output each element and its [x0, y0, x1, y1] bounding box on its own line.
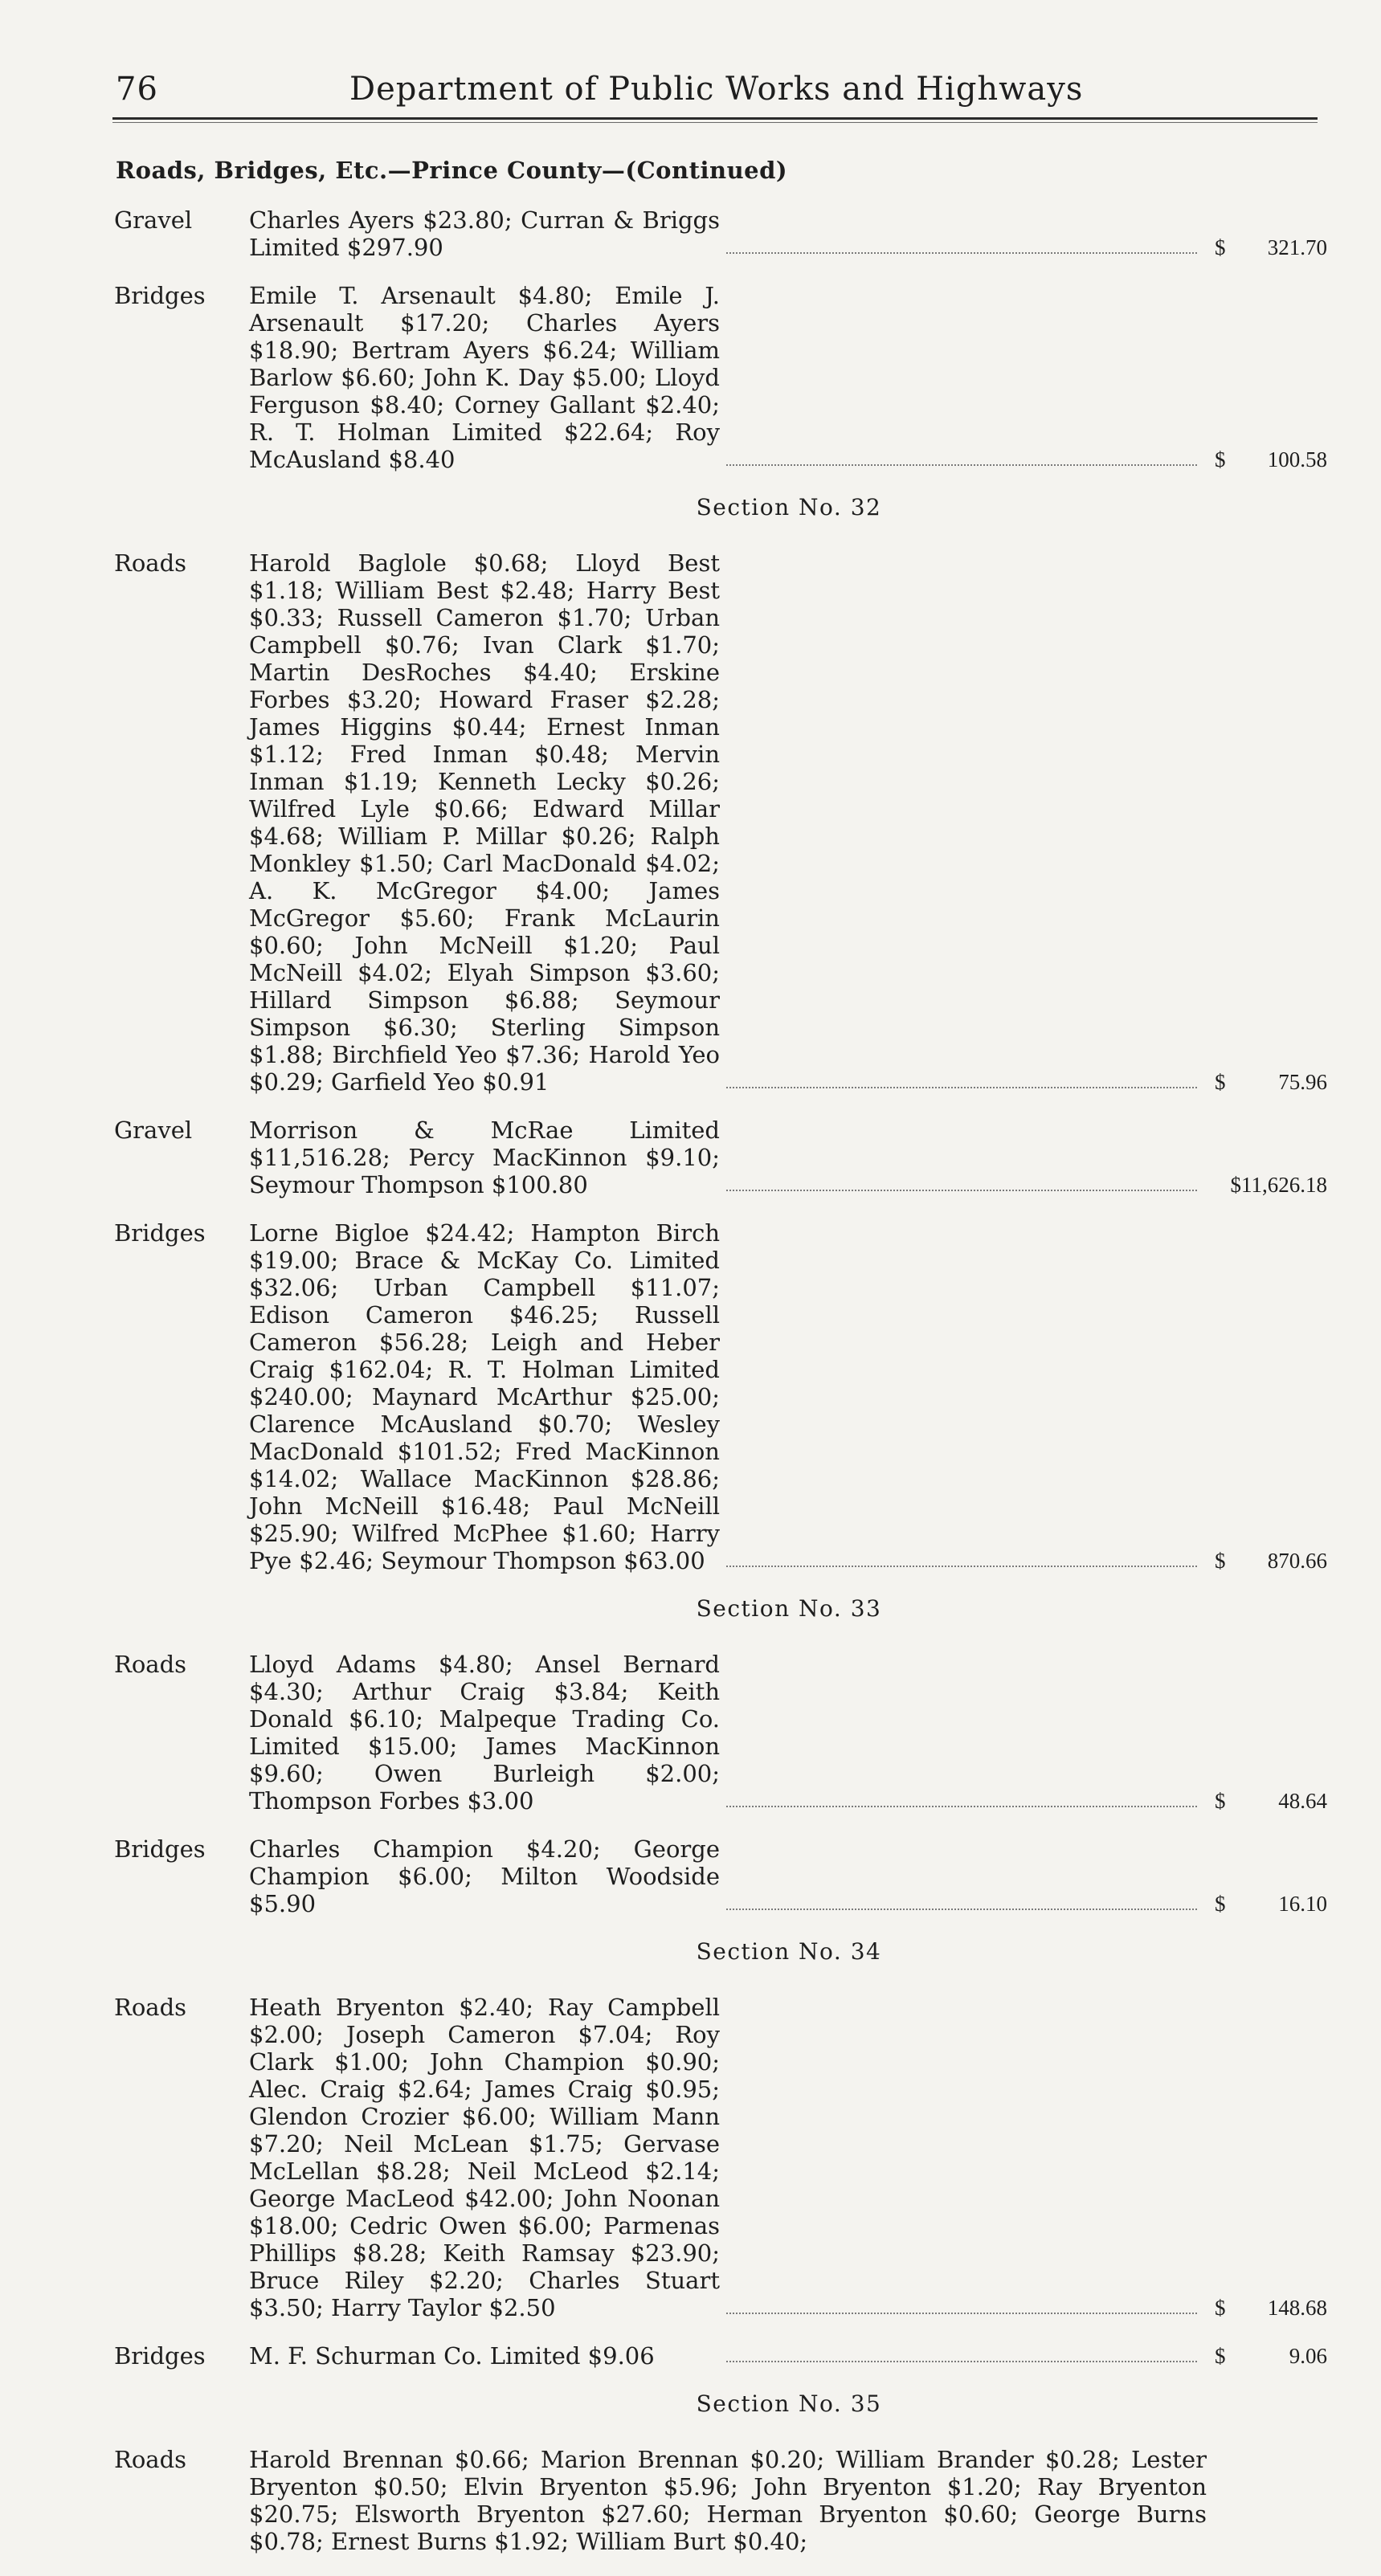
total-amount: 75.96 — [1278, 1070, 1327, 1094]
entry-text: Charles Ayers $23.80; Curran & Briggs Limited $297.90 — [249, 206, 720, 261]
expenditure-list — [114, 206, 1327, 2555]
section-heading: Section No. 35 — [696, 2390, 882, 2417]
entry-text: Harold Brennan $0.66; Marion Brennan $0.20; William Brander $0.28; Lester Bryenton $0.50; Elvin Bryenton $5.96; John Bryenton $1.20; Ray Bryenton $20.75; Elsworth Bryenton $27.60; Herman Bryenton $0.60; George Burns $0.78; Ernest Burns $1.92; William Burt $0.40; — [249, 2446, 1207, 2555]
entry-text: M. F. Schurman Co. Limited $9.06 — [249, 2342, 655, 2370]
entry-category: Roads — [114, 1651, 187, 1678]
entry-body — [249, 1117, 1327, 1198]
entry-body — [249, 2446, 1327, 2555]
expenditure-entry — [114, 1651, 1327, 1815]
entry-text: Lloyd Adams $4.80; Ansel Bernard $4.30; Arthur Craig $3.84; Keith Donald $6.10; Malpeque Trading Co. Limited $15.00; James MacKinnon $9.60; Owen Burleigh $2.00; Thompson Forbes $3.00 — [249, 1651, 720, 1815]
expenditure-entry — [114, 549, 1327, 1096]
expenditure-entry — [114, 1835, 1327, 1917]
dot-leader — [726, 1806, 1197, 1807]
expenditure-entry — [114, 2446, 1327, 2555]
entry-total — [1207, 1171, 1327, 1198]
entry-total — [1207, 1068, 1327, 1096]
dollar-sign: $ — [1215, 2344, 1226, 2368]
total-amount: 9.06 — [1289, 2344, 1327, 2368]
section-heading: Section No. 32 — [696, 494, 882, 521]
dollar-sign: $ — [1215, 1070, 1226, 1094]
expenditure-entry — [114, 206, 1327, 261]
total-amount: 321.70 — [1267, 235, 1327, 259]
entry-body — [249, 2342, 1327, 2370]
dollar-sign: $ — [1215, 1789, 1226, 1813]
dot-leader — [726, 2361, 1197, 2362]
entry-body — [249, 549, 1327, 1096]
entry-category: Roads — [114, 2446, 187, 2473]
entry-total — [1207, 1890, 1327, 1917]
page-content — [114, 157, 1327, 2576]
expenditure-entry — [114, 282, 1327, 473]
header-rule-thin — [112, 122, 1318, 123]
dollar-sign: $ — [1215, 447, 1226, 472]
total-amount: 100.58 — [1267, 447, 1327, 472]
entry-body — [249, 1651, 1327, 1815]
dot-leader — [726, 1909, 1197, 1910]
page-header — [112, 66, 1318, 130]
entry-text: Morrison & McRae Limited $11,516.28; Percy MacKinnon $9.10; Seymour Thompson $100.80 — [249, 1117, 720, 1198]
entry-text: Charles Champion $4.20; George Champion $6.00; Milton Woodside $5.90 — [249, 1835, 720, 1917]
entry-category: Bridges — [114, 282, 206, 309]
dot-leader — [726, 1190, 1197, 1191]
expenditure-entry — [114, 1994, 1327, 2321]
dollar-sign: $ — [1215, 1549, 1226, 1573]
entry-total — [1207, 446, 1327, 473]
entry-total — [1207, 2294, 1327, 2321]
entry-total — [1207, 1787, 1327, 1815]
entry-text: Heath Bryenton $2.40; Ray Campbell $2.00; Joseph Cameron $7.04; Roy Clark $1.00; John Champion $0.90; Alec. Craig $2.64; James Craig $0.95; Glendon Crozier $6.00; William Mann $7.20; Neil McLean $1.75; Gervase McLellan $8.28; Neil McLeod $2.14; George MacLeod $42.00; John Noonan $18.00; Cedric Owen $6.00; Parmenas Phillips $8.28; Keith Ramsay $23.90; Bruce Riley $2.20; Charles Stuart $3.50; Harry Taylor $2.50 — [249, 1994, 720, 2321]
section-heading: Section No. 33 — [696, 1595, 882, 1622]
entry-body — [249, 282, 1327, 473]
running-title: Department of Public Works and Highways — [349, 71, 1084, 108]
total-amount: 870.66 — [1267, 1549, 1327, 1573]
entry-category: Bridges — [114, 2342, 206, 2370]
total-amount: 48.64 — [1278, 1789, 1327, 1813]
header-rule — [112, 117, 1318, 120]
entry-total — [1207, 234, 1327, 261]
total-amount: 148.68 — [1267, 2296, 1327, 2320]
entry-total — [1207, 2342, 1327, 2370]
dollar-sign: $ — [1215, 1892, 1226, 1916]
total-amount: 16.10 — [1278, 1892, 1327, 1916]
section-subtitle: Roads, Bridges, Etc.—Prince County—(Continued) — [116, 157, 788, 184]
entry-category: Gravel — [114, 1117, 193, 1144]
entry-category: Roads — [114, 1994, 187, 2021]
dot-leader — [726, 1087, 1197, 1088]
page-number: 76 — [116, 71, 158, 108]
entry-body — [249, 206, 1327, 261]
total-amount: $11,626.18 — [1230, 1173, 1327, 1197]
entry-total — [1207, 1547, 1327, 1574]
dollar-sign: $ — [1215, 235, 1226, 259]
entry-body — [249, 1835, 1327, 1917]
entry-category: Gravel — [114, 206, 193, 234]
entry-category: Bridges — [114, 1835, 206, 1863]
entry-text: Emile T. Arsenault $4.80; Emile J. Arsenault $17.20; Charles Ayers $18.90; Bertram Ayers $6.24; William Barlow $6.60; John K. Day $5.00; Lloyd Ferguson $8.40; Corney Gallant $2.40; R. T. Holman Limited $22.64; Roy McAusland $8.40 — [249, 282, 720, 473]
expenditure-entry — [114, 1117, 1327, 1198]
dollar-sign: $ — [1215, 2296, 1226, 2320]
entry-category: Roads — [114, 549, 187, 577]
entry-text: Harold Baglole $0.68; Lloyd Best $1.18; William Best $2.48; Harry Best $0.33; Russell Cameron $1.70; Urban Campbell $0.76; Ivan Clark $1.70; Martin DesRoches $4.40; Erskine Forbes $3.20; Howard Fraser $2.28; James Higgins $0.44; Ernest Inman $1.12; Fred Inman $0.48; Mervin Inman $1.19; Kenneth Lecky $0.26; Wilfred Lyle $0.66; Edward Millar $4.68; William P. Millar $0.26; Ralph Monkley $1.50; Carl MacDonald $4.02; A. K. McGregor $4.00; James McGregor $5.60; Frank McLaurin $0.60; John McNeill $1.20; Paul McNeill $4.02; Elyah Simpson $3.60; Hillard Simpson $6.88; Seymour Simpson $6.30; Sterling Simpson $1.88; Birchfield Yeo $7.36; Harold Yeo $0.29; Garfield Yeo $0.91 — [249, 549, 720, 1096]
dot-leader — [726, 1566, 1197, 1567]
section-heading: Section No. 34 — [696, 1938, 882, 1965]
expenditure-entry — [114, 2342, 1327, 2370]
entry-category: Bridges — [114, 1219, 206, 1247]
expenditure-entry — [114, 1219, 1327, 1574]
entry-body — [249, 1994, 1327, 2321]
dot-leader — [726, 252, 1197, 254]
dot-leader — [726, 464, 1197, 466]
dot-leader — [726, 2313, 1197, 2314]
entry-body — [249, 1219, 1327, 1574]
entry-text: Lorne Bigloe $24.42; Hampton Birch $19.00; Brace & McKay Co. Limited $32.06; Urban Campbell $11.07; Edison Cameron $46.25; Russell Cameron $56.28; Leigh and Heber Craig $162.04; R. T. Holman Limited $240.00; Maynard McArthur $25.00; Clarence McAusland $0.70; Wesley MacDonald $101.52; Fred MacKinnon $14.02; Wallace MacKinnon $28.86; John McNeill $16.48; Paul McNeill $25.90; Wilfred McPhee $1.60; Harry Pye $2.46; Seymour Thompson $63.00 — [249, 1219, 720, 1574]
